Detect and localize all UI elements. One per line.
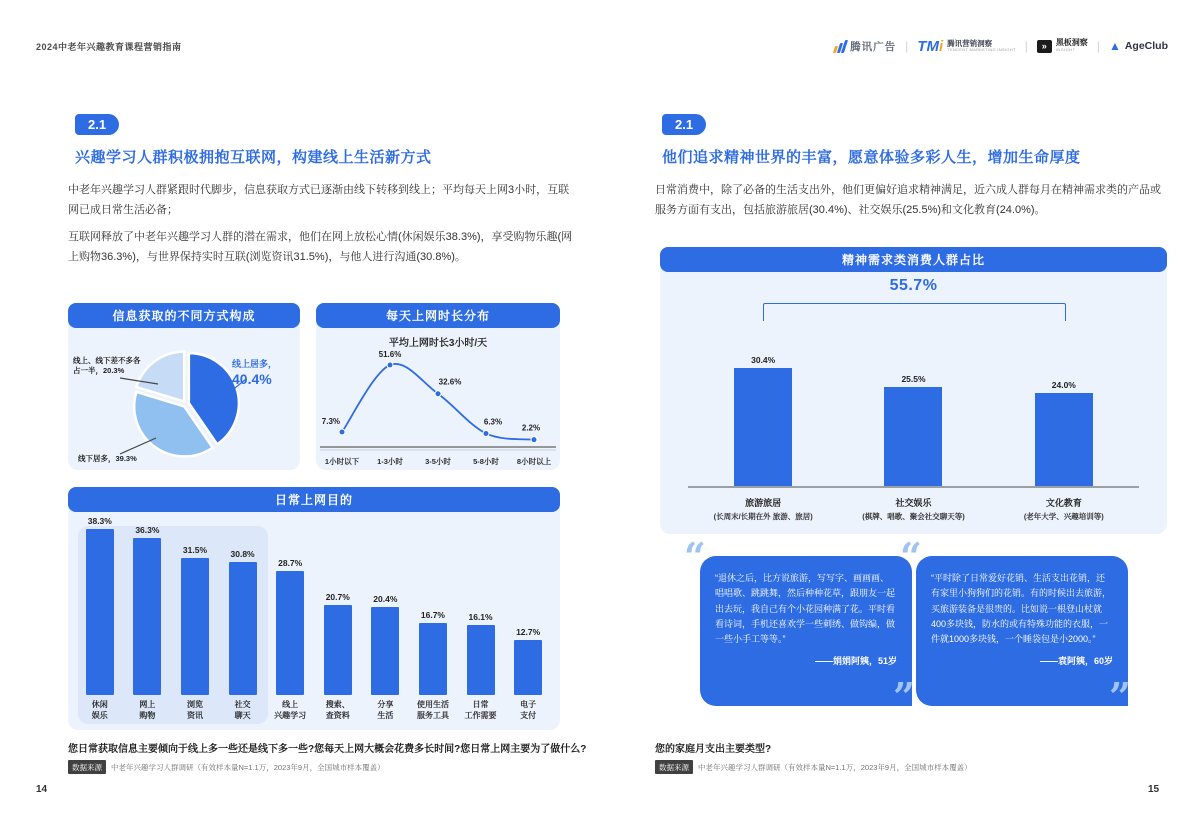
spend-bar-panel	[660, 247, 1167, 534]
quote-box-2	[916, 556, 1128, 706]
spend-bar-title: 精神需求类消费人群占比	[660, 247, 1167, 272]
category-label: 休闲 娱乐	[91, 700, 108, 720]
value-label: 28.7%	[278, 558, 303, 568]
logo-divider: |	[905, 39, 909, 53]
value-label: 20.7%	[325, 592, 350, 602]
category-label: 分享 生活	[377, 700, 394, 720]
source-text: 中老年兴趣学习人群调研（有效样本量N=1.1万，2023年9月，全国城市样本覆盖）	[698, 762, 972, 772]
logo-divider: |	[1024, 39, 1028, 53]
pie-svg	[68, 328, 300, 470]
value-label: 38.3%	[87, 516, 112, 526]
source-tag: 数据来源	[655, 760, 693, 774]
close-quote-icon: ”	[893, 674, 915, 719]
value-label: 16.1%	[468, 612, 493, 622]
ageclub-icon: ▲	[1108, 39, 1121, 53]
line-chart-title: 每天上网时长分布	[316, 303, 560, 328]
line-chart	[316, 347, 560, 470]
partner-logos	[835, 34, 1168, 58]
value-label: 7.3%	[321, 416, 340, 426]
bar-group	[76, 514, 124, 724]
purpose-bar-panel	[68, 487, 560, 730]
category-label: 文化教育 (老年大学、兴趣培训等)	[1023, 498, 1104, 521]
spend-bar-chart	[688, 275, 1139, 522]
value-label: 36.3%	[135, 525, 160, 535]
tencent-ads-logo	[835, 39, 896, 54]
category-label: 5-8小时	[473, 457, 499, 466]
purpose-bar-chart	[76, 514, 552, 724]
category-label: 浏览 资讯	[186, 700, 203, 720]
right-section-title: 他们追求精神世界的丰富，愿意体验多彩人生，增加生命厚度	[662, 149, 1081, 166]
right-source	[655, 760, 972, 774]
value-label: 32.6%	[438, 377, 462, 387]
quote-attribution: ——袁阿姨，60岁	[1039, 656, 1113, 667]
category-label: 使用生活 服务工具	[416, 700, 449, 720]
category-label: 8小时以上	[516, 457, 552, 466]
bar	[514, 640, 542, 695]
partner-sublabel: INSIGHT	[1055, 47, 1076, 53]
bar	[467, 625, 495, 695]
pie-chart	[68, 328, 300, 470]
data-point	[483, 430, 489, 436]
category-label: 线上 兴趣学习	[274, 700, 307, 720]
category-label: 3-5小时	[425, 457, 451, 466]
category-label: 1-3小时	[377, 457, 403, 466]
left-paragraph-1: 中老年兴趣学习人群紧跟时代脚步，信息获取方式已逐渐由线下转移到线上；平均每天上网3小时，互联网已成日常生活必备；	[68, 184, 570, 216]
bar-group	[409, 514, 457, 724]
doc-title: 2024中老年兴趣教育课程营销指南	[36, 42, 182, 52]
value-label: 12.7%	[516, 627, 541, 637]
source-tag: 数据来源	[68, 760, 106, 774]
value-label: 2.2%	[521, 423, 541, 433]
data-point	[339, 429, 345, 435]
category-labels	[688, 497, 1139, 522]
data-point	[531, 437, 537, 443]
line-chart-subtitle: 平均上网时长3小时/天	[388, 338, 488, 349]
quote-text: “退休之后，比方说旅游，写写字、画画画、唱唱歌、跳跳舞，然后种种花草，跟朋友一起出去玩，我自己有个小花园种满了花。平时看看诗词，手机还喜欢学一些刺绣、做钩编，做一些小手工等等。”	[715, 573, 896, 645]
bar-group	[362, 514, 410, 724]
category-label: 社交娱乐 (棋牌、唱歌、聚会社交聊天等)	[862, 498, 965, 521]
quote-attribution: ——娟娟阿姨，51岁	[814, 656, 897, 667]
pie-chart-title: 信息获取的不同方式构成	[68, 303, 300, 328]
right-section-badge: 2.1	[662, 114, 706, 135]
logo-divider: |	[1096, 39, 1100, 53]
category-label: 社交 聊天	[234, 700, 251, 720]
value-label: 16.7%	[420, 610, 445, 620]
pie-label-half: 线上、线下差不多各 占一半，20.3%	[73, 356, 141, 376]
bar-group	[989, 380, 1139, 486]
x-axis	[688, 486, 1139, 488]
bar-group	[838, 374, 988, 486]
tmi-icon: TMi	[917, 37, 944, 55]
bar	[276, 571, 304, 695]
value-label: 25.5%	[901, 374, 926, 384]
tencent-ads-icon	[833, 40, 848, 53]
data-point	[435, 391, 441, 397]
category-label: 网上 购物	[139, 700, 156, 720]
source-text: 中老年兴趣学习人群调研（有效样本量N=1.1万，2023年9月，全国城市样本覆盖）	[111, 762, 385, 772]
bar	[86, 529, 114, 695]
bar-group	[219, 514, 267, 724]
bar	[324, 605, 352, 695]
open-quote-icon: “	[900, 534, 922, 579]
category-label: 旅游旅居 (长周末/长期在外 旅游、旅居)	[713, 498, 813, 521]
bar	[133, 538, 161, 695]
bar-group	[314, 514, 362, 724]
left-source	[68, 760, 385, 774]
ageclub-logo	[1109, 40, 1168, 52]
tencent-ads-label: 腾讯广告	[850, 40, 897, 53]
tmi-logo	[917, 39, 1015, 54]
partner-logo	[1037, 39, 1088, 52]
value-label: 30.4%	[751, 355, 776, 365]
right-question: 您的家庭月支出主要类型?	[655, 744, 772, 755]
bar-group	[124, 514, 172, 724]
bar	[419, 623, 447, 695]
ageclub-label: AgeClub	[1124, 40, 1168, 52]
line-series	[342, 364, 534, 440]
pie-chart-panel	[68, 303, 300, 470]
left-section-badge: 2.1	[75, 114, 119, 135]
open-quote-icon: “	[684, 534, 706, 579]
bar-group	[266, 514, 314, 724]
left-paragraph-2: 互联网释放了中老年兴趣学习人群的潜在需求，他们在网上放松心情(休闲娱乐38.3%)，享受购物乐趣(网上购物36.3%)，与世界保持实时互联(浏览资讯31.5%)，与他人进行沟通(30.8%)。	[68, 231, 573, 263]
bar	[1035, 393, 1093, 486]
partner-label: 黑板洞察	[1055, 38, 1088, 48]
bar	[734, 368, 792, 486]
bracket-annotation	[763, 303, 1066, 321]
category-label: 搜索、 查资料	[325, 700, 350, 720]
value-label: 30.8%	[230, 549, 255, 559]
pie-leader-line	[120, 438, 156, 454]
value-label: 6.3%	[483, 417, 503, 427]
bar	[229, 562, 257, 695]
value-label: 31.5%	[182, 545, 208, 555]
close-quote-icon: ”	[1109, 674, 1131, 719]
pie-label-online: 线上居多， 40.4%	[232, 359, 278, 388]
bar-row	[688, 355, 1139, 486]
quote-text: “平时除了日常爱好花销、生活支出花销，还有家里小狗狗们的花销。有的时候出去旅游，买旅游装备是很贵的。比如说一根登山杖就400多块钱，防水的或有特殊功能的衣服，一件就1000多块钱，一个睡袋包是小2000。”	[931, 573, 1112, 645]
bar-group	[171, 514, 219, 724]
bar-group	[504, 514, 552, 724]
bar	[371, 607, 399, 695]
pie-label-offline: 线下居多，39.3%	[78, 454, 137, 463]
bar-group	[688, 355, 838, 486]
value-label: 20.4%	[373, 594, 398, 604]
value-label: 24.0%	[1051, 380, 1076, 390]
category-label: 日常 工作需要	[464, 700, 497, 720]
left-section-title: 兴趣学习人群积极拥抱互联网，构建线上生活新方式	[75, 149, 432, 166]
right-paragraph-1: 日常消费中，除了必备的生活支出外，他们更偏好追求精神满足，近六成人群每月在精神需求类的产品或服务方面有支出，包括旅游旅居(30.4%)、社交娱乐(25.5%)和文化教育(24.0%)。	[655, 184, 1161, 216]
purpose-bar-title: 日常上网目的	[68, 487, 560, 512]
right-page-number: 15	[1148, 784, 1160, 795]
data-point	[387, 362, 393, 368]
bar	[884, 387, 942, 486]
quote-box-1	[700, 556, 912, 706]
line-svg	[316, 347, 560, 470]
left-question: 您日常获取信息主要倾向于线上多一些还是线下多一些?您每天上网大概会花费多长时间?您日常上网主要为了做什么?	[68, 744, 587, 755]
line-chart-panel	[316, 303, 560, 470]
category-label: 1小时以下	[324, 457, 360, 466]
tmi-label: 腾讯营销洞察	[947, 38, 993, 48]
bar-row	[76, 514, 552, 724]
tmi-sublabel: TENCENT MARKETING INSIGHT	[947, 46, 1016, 52]
bracket-annotation-value: 55.7%	[889, 277, 938, 294]
partner-icon: »	[1037, 40, 1052, 53]
category-label: 电子 支付	[520, 700, 537, 720]
value-label: 51.6%	[378, 350, 402, 359]
left-page-number: 14	[36, 784, 48, 795]
bar-group	[457, 514, 505, 724]
bar	[181, 558, 209, 695]
